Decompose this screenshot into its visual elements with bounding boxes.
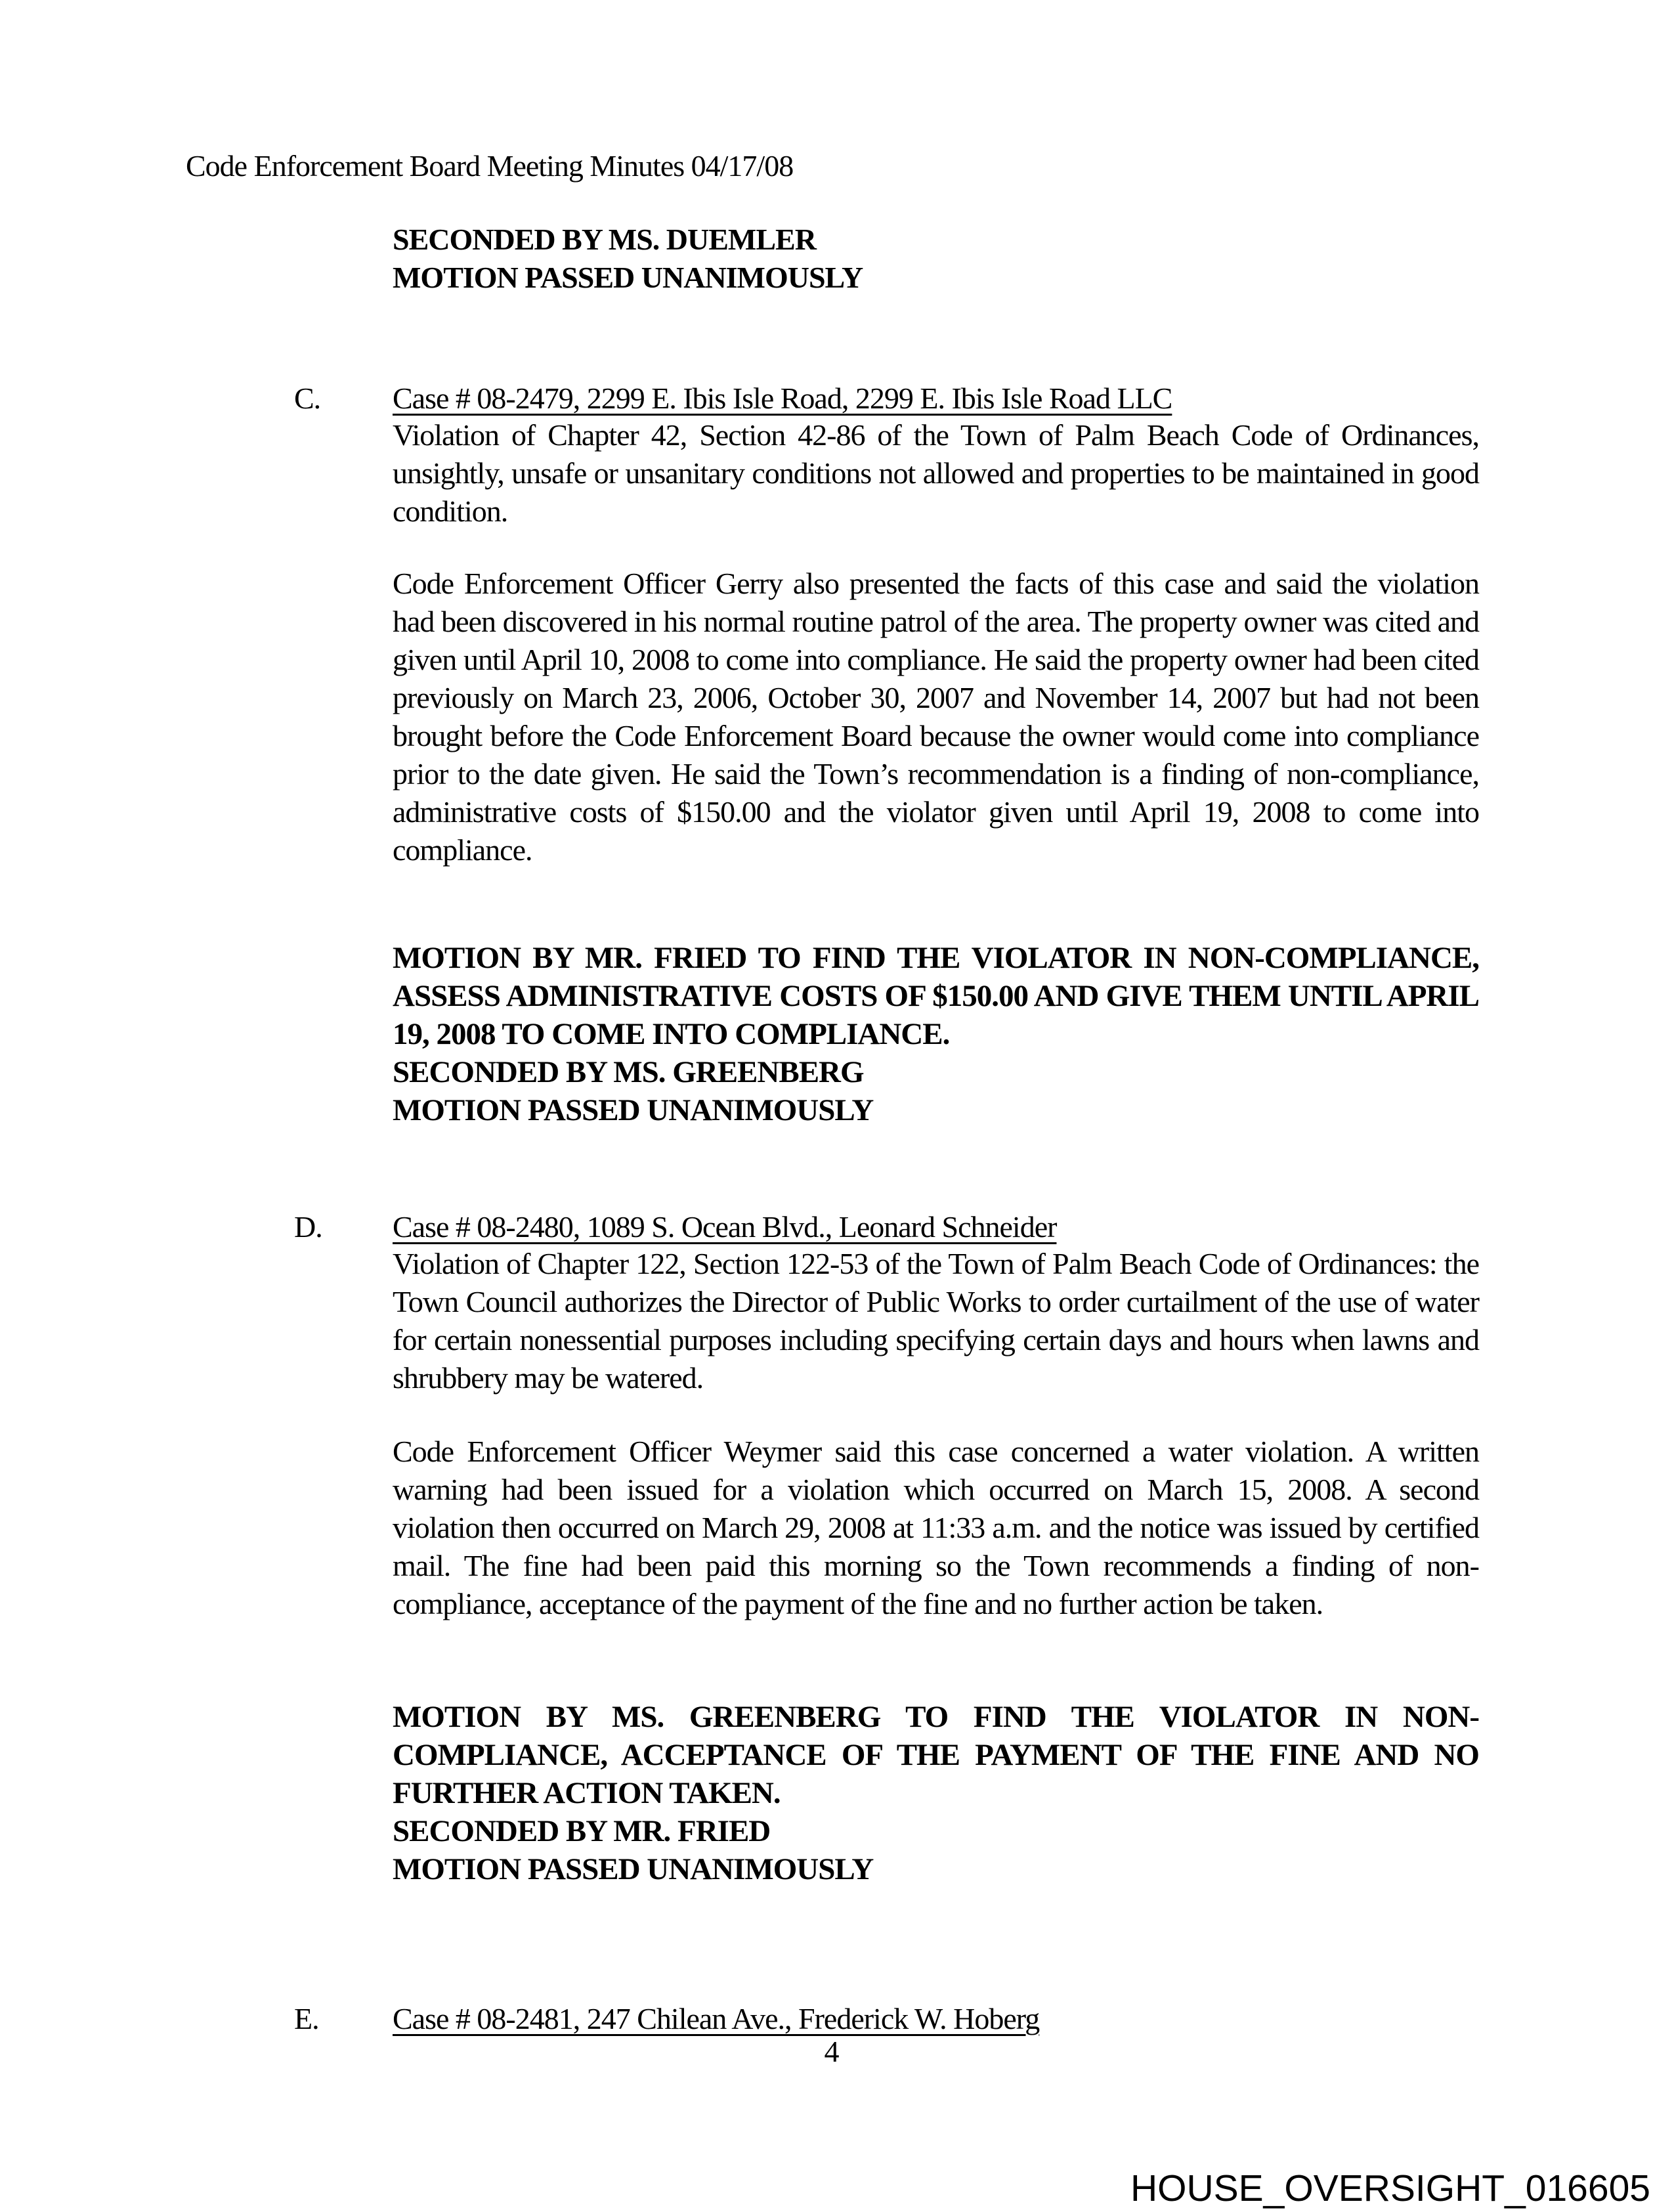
motion-paragraph: MOTION BY MR. FRIED TO FIND THE VIOLATOR IN NON-COMPLIANCE, ASSESS ADMINISTRATIVE COSTS OF $150.00 AND GIVE THEM UNTIL APRIL 19, 2008 TO COME INTO COMPLIANCE. xyxy=(393,941,1479,1051)
section-c-label: C. xyxy=(294,381,321,415)
page-number: 4 xyxy=(824,2035,839,2068)
case-title-text: Case # 08-2479, 2299 E. Ibis Isle Road, 2299 E. Ibis Isle Road LLC xyxy=(393,381,1172,415)
seconded-line: SECONDED BY MS. DUEMLER xyxy=(393,223,816,256)
section-c-motion-block xyxy=(393,939,1479,1129)
section-d-title xyxy=(393,1208,1479,1246)
motion-paragraph: MOTION BY MS. GREENBERG TO FIND THE VIOLATOR IN NON-COMPLIANCE, ACCEPTANCE OF THE PAYMENT OF THE FINE AND NO FURTHER ACTION TAKEN. xyxy=(393,1700,1479,1810)
seconded-line: SECONDED BY MR. FRIED xyxy=(393,1814,771,1848)
seconded-line: SECONDED BY MS. GREENBERG xyxy=(393,1055,864,1089)
section-d-violation-paragraph: Violation of Chapter 122, Section 122-53 of the Town of Palm Beach Code of Ordinances: the Town Council authorizes the Director of Public Works to order curtailment of the use of water for certain nonessential purposes including specifying certain days and hours when lawns and shrubbery may be watered. xyxy=(393,1247,1479,1395)
section-d-motion-block xyxy=(393,1698,1479,1888)
section-c-title xyxy=(393,380,1479,418)
section-d-label: D. xyxy=(294,1210,322,1244)
bates-number: HOUSE_OVERSIGHT_016605 xyxy=(1130,2167,1650,2209)
case-title-text: Case # 08-2481, 247 Chilean Ave., Frederick W. Hoberg xyxy=(393,2002,1040,2035)
section-d-narrative-paragraph: Code Enforcement Officer Weymer said this case concerned a water violation. A written warning had been issued for a violation which occurred on March 15, 2008. A second violation then occurred on March 29, 2008 at 11:33 a.m. and the notice was issued by certified mail. The fine had been paid this morning so the Town recommends a finding of non-compliance, acceptance of the payment of the fine and no further action be taken. xyxy=(393,1435,1479,1620)
passed-line: MOTION PASSED UNANIMOUSLY xyxy=(393,261,863,294)
section-e-label: E. xyxy=(294,2002,319,2035)
passed-line: MOTION PASSED UNANIMOUSLY xyxy=(393,1852,874,1886)
passed-line: MOTION PASSED UNANIMOUSLY xyxy=(393,1093,874,1127)
intro-motion-block xyxy=(393,221,1479,297)
section-c-narrative-paragraph: Code Enforcement Officer Gerry also presented the facts of this case and said the violation had been discovered in his normal routine patrol of the area. The property owner was cited and given until April 10, 2008 to come into compliance. He said the property owner had been cited previously on March 23, 2006, October 30, 2007 and November 14, 2007 but had not been brought before the Code Enforcement Board because the owner would come into compliance prior to the date given. He said the Town’s recommendation is a finding of non-compliance, administrative costs of $150.00 and the violator given until April 19, 2008 to come into compliance. xyxy=(393,567,1479,867)
case-title-text: Case # 08-2480, 1089 S. Ocean Blvd., Leonard Schneider xyxy=(393,1210,1057,1244)
document-header: Code Enforcement Board Meeting Minutes 04/17/08 xyxy=(186,149,794,183)
section-c-violation-paragraph: Violation of Chapter 42, Section 42-86 of the Town of Palm Beach Code of Ordinances, unsightly, unsafe or unsanitary conditions not allowed and properties to be maintained in good condition. xyxy=(393,418,1479,528)
